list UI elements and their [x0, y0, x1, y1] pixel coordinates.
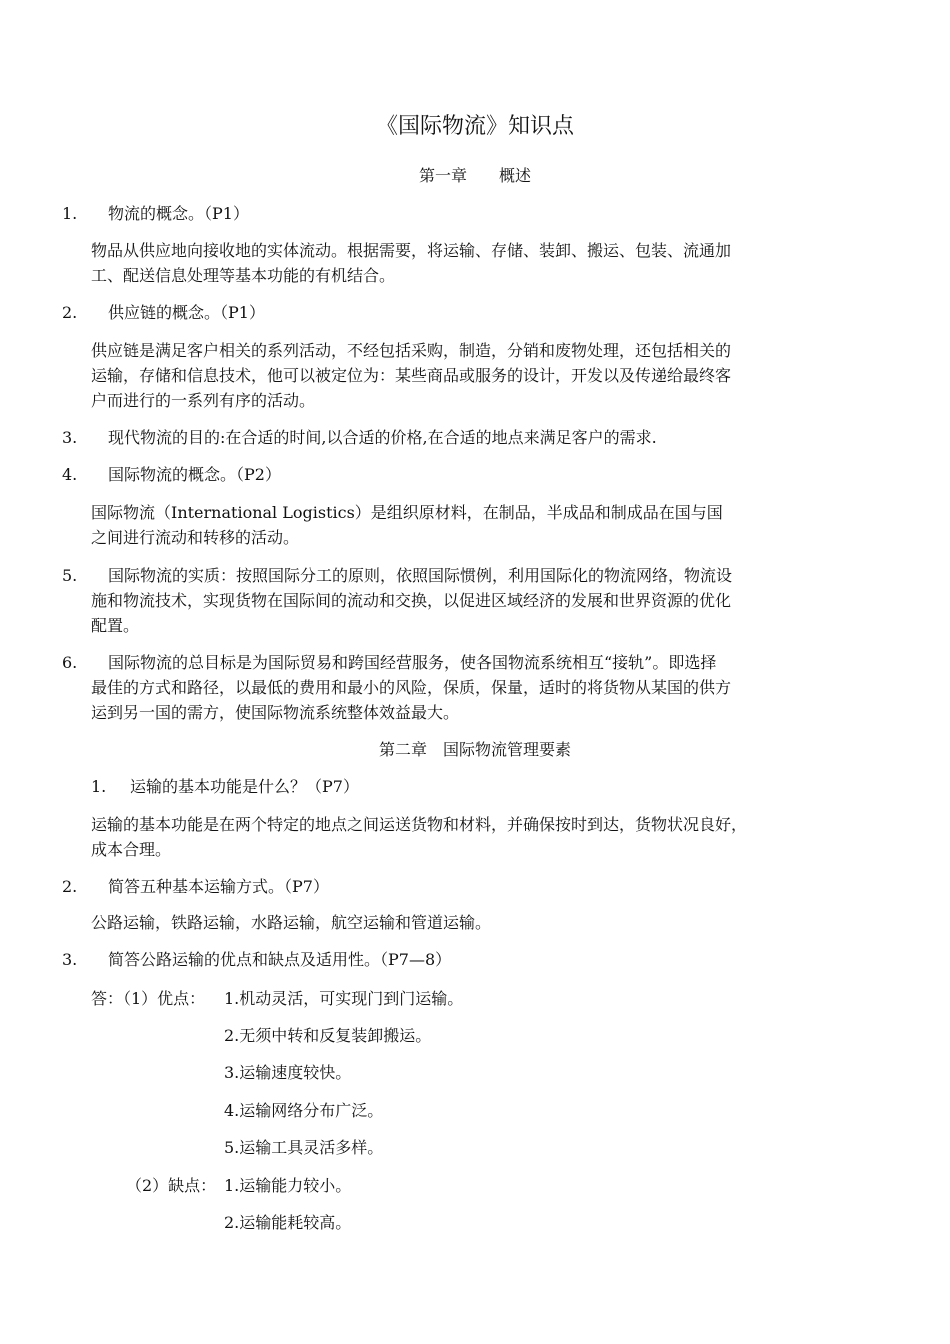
list-item: 1.机动灵活，可实现门到门运输。: [224, 989, 464, 1008]
answer-line: 工、配送信息处理等基本功能的有机结合。: [91, 266, 396, 285]
item-text-line: 施和物流技术，实现货物在国际间的流动和交换，以促进区域经济的发展和世界资源的优化: [91, 591, 732, 610]
list-item: 2.运输能耗较高。: [224, 1213, 352, 1232]
list-item: 5.运输工具灵活多样。: [224, 1138, 384, 1157]
question-text: 供应链的概念。（P1）: [108, 303, 265, 322]
question-text: 国际物流的概念。（P2）: [108, 465, 281, 484]
item-number: 1.: [62, 204, 78, 223]
answer-line: 供应链是满足客户相关的系列活动，不经包括采购，制造，分销和废物处理，还包括相关的: [91, 341, 732, 360]
question-text: 简答公路运输的优点和缺点及适用性。（P7—8）: [108, 950, 452, 969]
list-item: 3.运输速度较快。: [224, 1063, 352, 1082]
question-text: 简答五种基本运输方式。（P7）: [108, 877, 329, 896]
item-number: 4.: [62, 465, 78, 484]
answer-line: 物品从供应地向接收地的实体流动。根据需要，将运输、存储、装卸、搬运、包装、流通加: [91, 241, 732, 260]
item-text-line: 配置。: [91, 616, 140, 635]
question-text: 运输的基本功能是什么？（P7）: [130, 777, 359, 796]
chapter-2-heading: 第二章 国际物流管理要素: [378, 740, 571, 759]
question-text: 现代物流的目的:在合适的时间,以合适的价格,在合适的地点来满足客户的需求.: [108, 428, 657, 447]
answer-line: 运输，存储和信息技术，他可以被定位为：某些商品或服务的设计，开发以及传递给最终客: [91, 366, 732, 385]
document-title: 《国际物流》知识点: [375, 114, 574, 139]
answer-line: 成本合理。: [91, 840, 172, 859]
answer-line: 国际物流（International Logistics）是组织原材料，在制品，半成品和制成品在国与国: [91, 503, 723, 522]
item-number: 6.: [62, 653, 78, 672]
item-text-line: 运到另一国的需方，使国际物流系统整体效益最大。: [91, 703, 460, 722]
answer-line: 之间进行流动和转移的活动。: [91, 528, 300, 547]
answer-line: 运输的基本功能是在两个特定的地点之间运送货物和材料，并确保按时到达，货物状况良好，: [91, 815, 748, 834]
item-number: 1.: [91, 777, 107, 796]
answer-line: 户而进行的一系列有序的活动。: [91, 391, 316, 410]
item-text-line: 国际物流的实质：按照国际分工的原则，依照国际惯例，利用国际化的物流网络，物流设: [108, 566, 733, 585]
item-number: 2.: [62, 877, 78, 896]
disadvantages-prefix: （2）缺点：: [126, 1176, 217, 1195]
question-text: 物流的概念。（P1）: [108, 204, 249, 223]
answer-prefix: 答：（1）优点：: [91, 989, 206, 1008]
list-item: 4.运输网络分布广泛。: [224, 1101, 384, 1120]
item-number: 5.: [62, 566, 78, 585]
answer-line: 公路运输，铁路运输，水路运输，航空运输和管道运输。: [91, 913, 492, 932]
item-text-line: 国际物流的总目标是为国际贸易和跨国经营服务，使各国物流系统相互“接轨”。即选择: [108, 653, 717, 672]
item-text-line: 最佳的方式和路径，以最低的费用和最小的风险，保质，保量，适时的将货物从某国的供方: [91, 678, 732, 697]
chapter-1-heading: 第一章 概述: [418, 166, 531, 185]
item-number: 3.: [62, 428, 78, 447]
item-number: 2.: [62, 303, 78, 322]
list-item: 1.运输能力较小。: [224, 1176, 352, 1195]
list-item: 2.无须中转和反复装卸搬运。: [224, 1026, 432, 1045]
item-number: 3.: [62, 950, 78, 969]
